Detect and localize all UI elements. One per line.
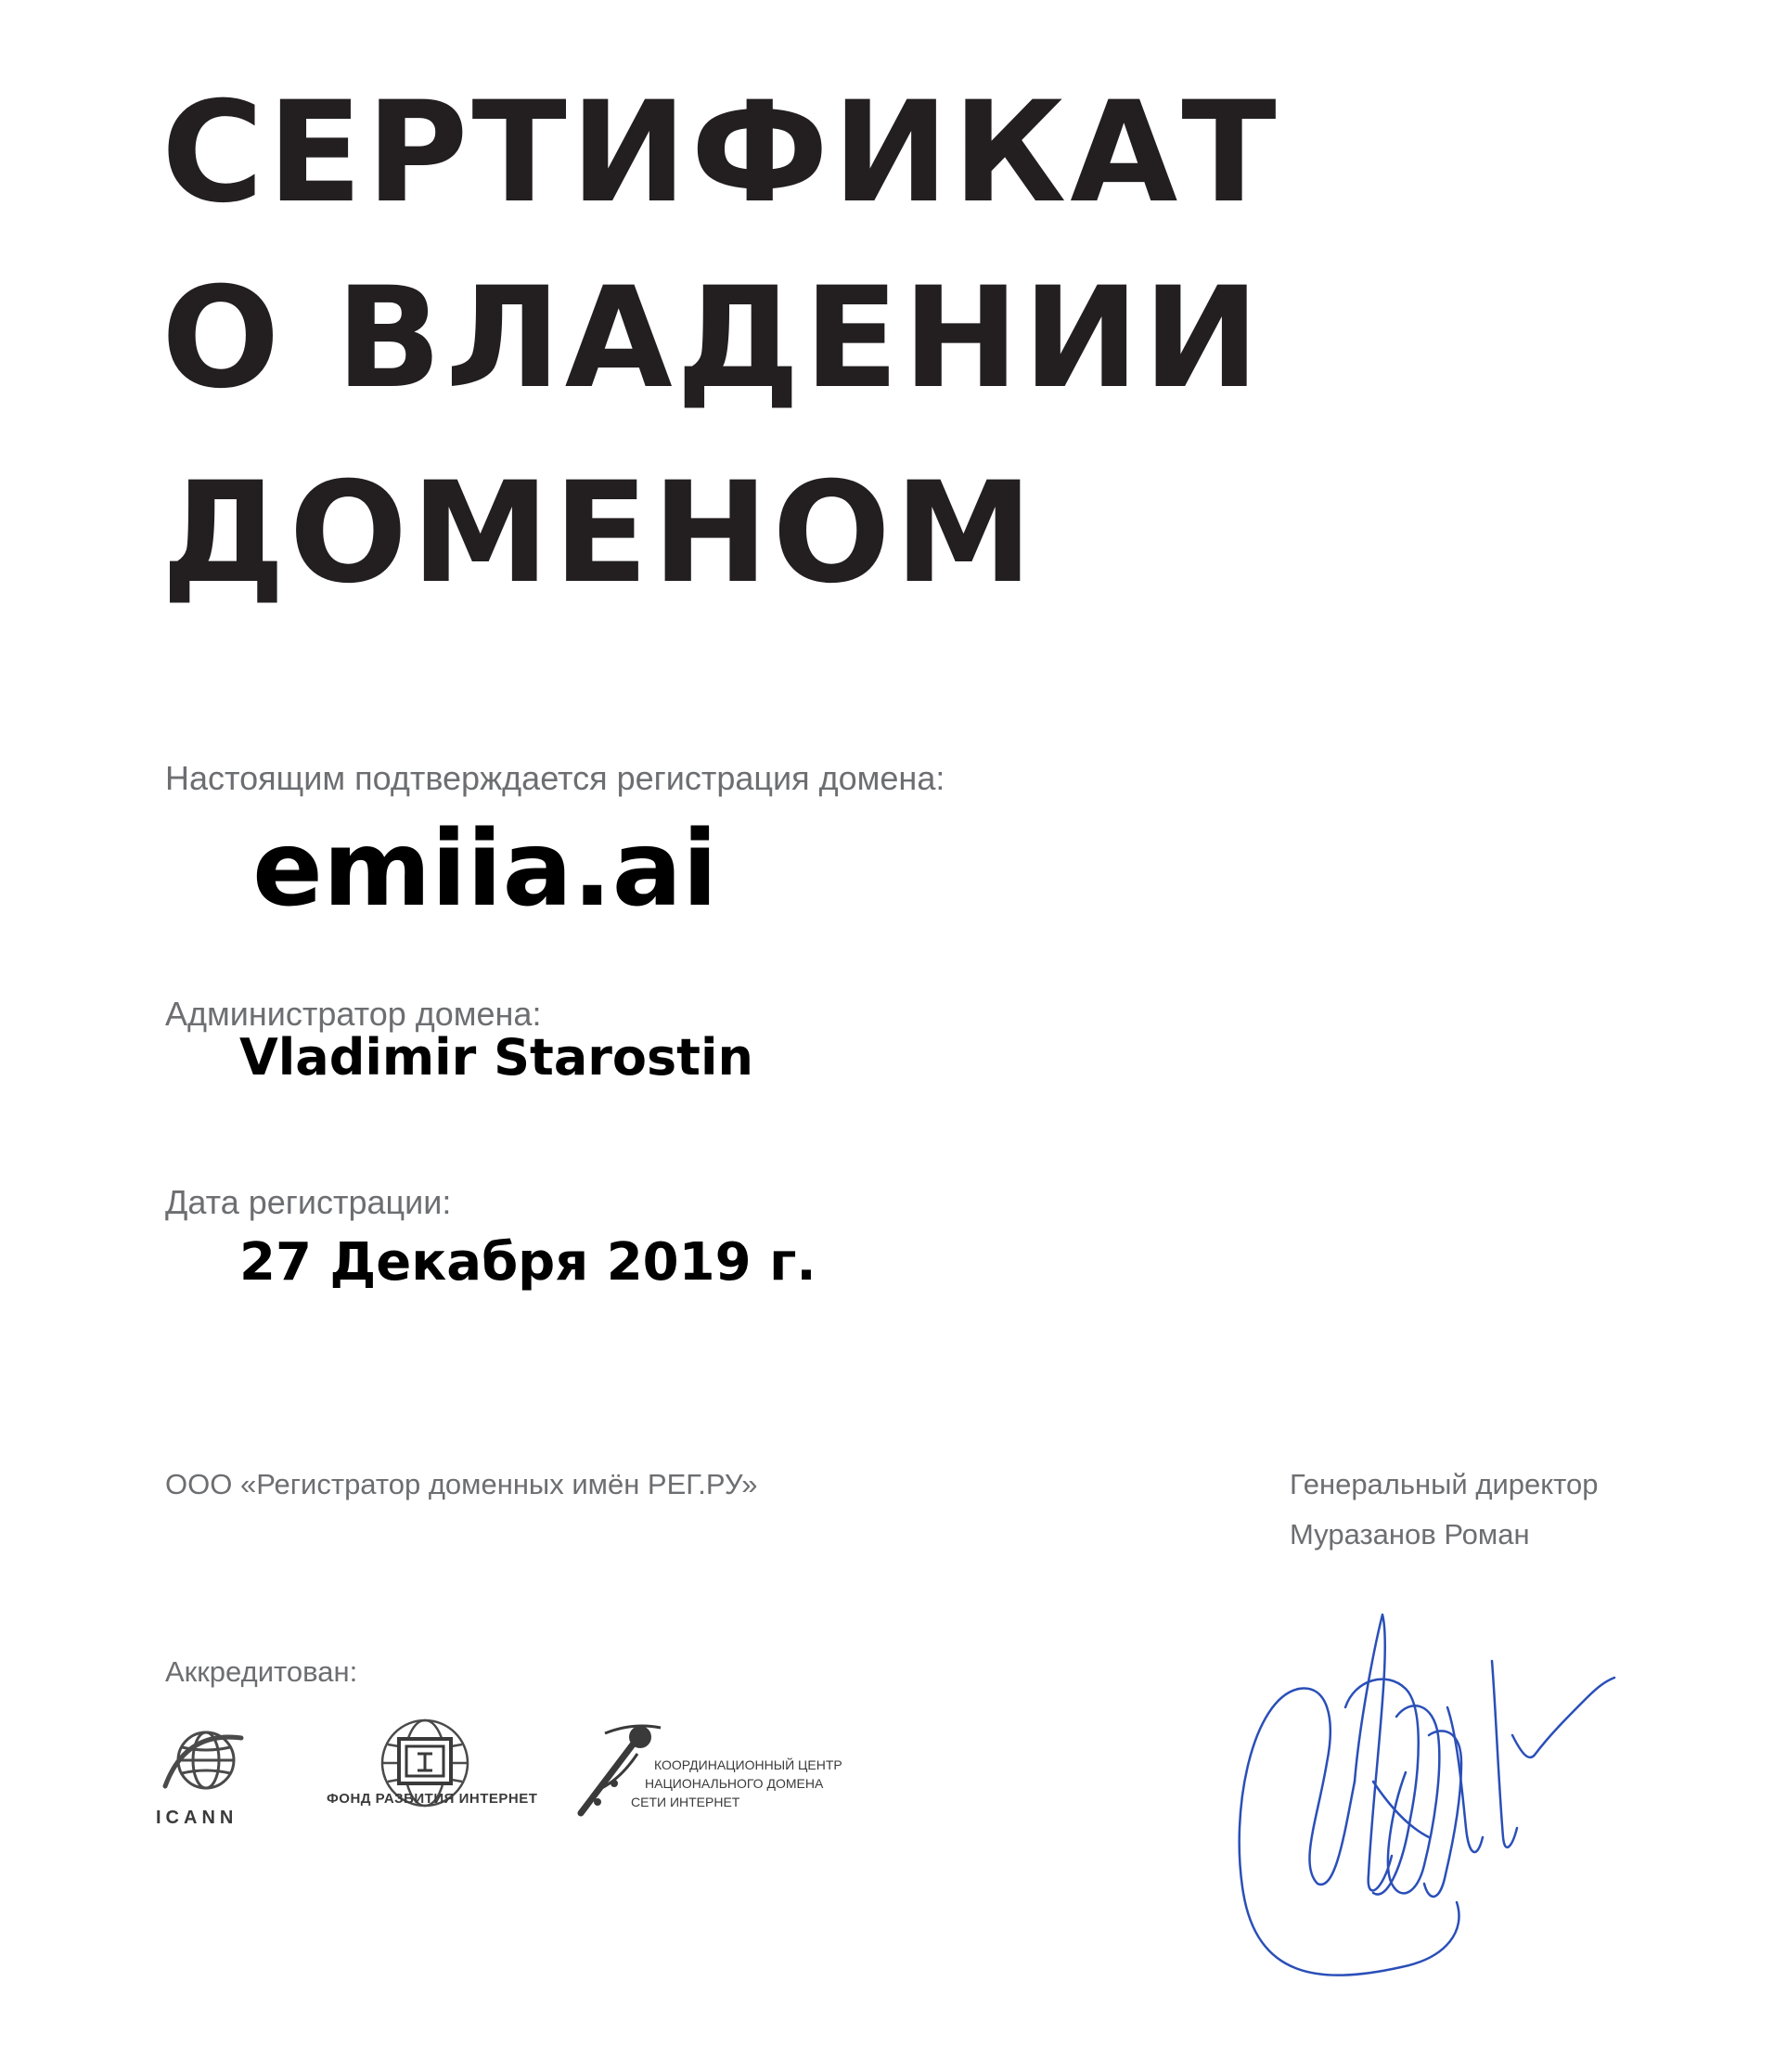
- confirm-label: Настоящим подтверждается регистрация домена:: [165, 759, 945, 797]
- director-signature: [1234, 1596, 1642, 1995]
- cctld-logo-line-3: СЕТИ ИНТЕРНЕТ: [631, 1795, 740, 1809]
- date-label: Дата регистрации:: [165, 1183, 452, 1221]
- admin-label: Администратор домена:: [165, 995, 542, 1033]
- cctld-logo-line-1: КООРДИНАЦИОННЫЙ ЦЕНТР: [654, 1757, 842, 1772]
- director-title: Генеральный директор: [1290, 1468, 1599, 1500]
- director-name: Муразанов Роман: [1290, 1518, 1530, 1551]
- registration-date: 27 Декабря 2019 г.: [239, 1232, 816, 1293]
- fond-logo-text: ФОНД РАЗВИТИЯ ИНТЕРНЕТ: [327, 1791, 538, 1807]
- certificate-title-line-2: О ВЛАДЕНИИ: [161, 258, 1264, 419]
- certificate-title-line-1: СЕРТИФИКАТ: [161, 72, 1280, 234]
- icann-logo-text: ICANN: [156, 1808, 238, 1828]
- registrar-company: ООО «Регистратор доменных имён РЕГ.РУ»: [165, 1468, 758, 1500]
- admin-name: Vladimir Starostin: [239, 1028, 753, 1087]
- cctld-logo-icon: [568, 1717, 865, 1828]
- domain-name: emiia.ai: [252, 809, 718, 930]
- cctld-logo-line-2: НАЦИОНАЛЬНОГО ДОМЕНА: [645, 1776, 824, 1791]
- accredited-label: Аккредитован:: [165, 1655, 358, 1688]
- certificate-title-line-3: ДОМЕНОМ: [161, 453, 1037, 614]
